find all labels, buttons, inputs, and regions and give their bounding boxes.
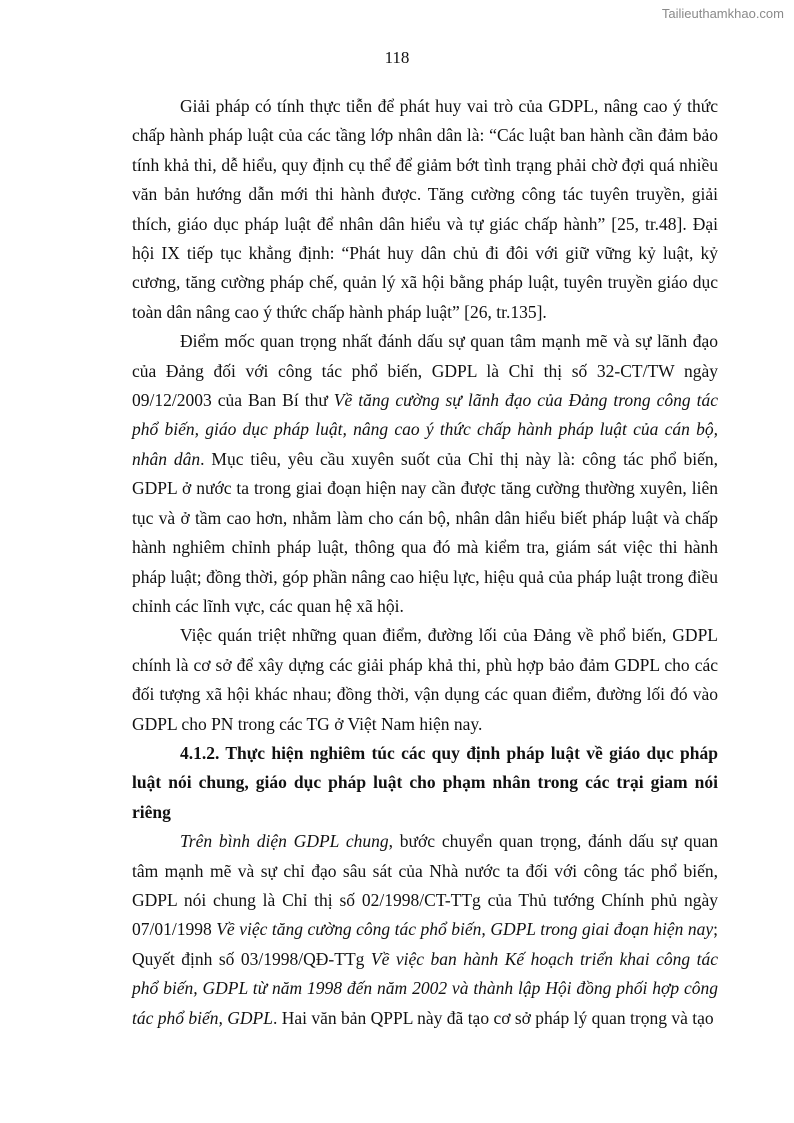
- italic-text: Về việc tăng cường công tác phổ biến, GDPL trong giai đoạn hiện nay: [216, 919, 714, 940]
- paragraph-text: . Hai văn bản QPPL này đã tạo cơ sở pháp lý quan trọng và tạo: [272, 1007, 714, 1028]
- paragraph-text: Điểm mốc quan trọng nhất đánh dấu sự quan tâm mạnh mẽ và sự lãnh đạo của Đảng đối với công tác phổ biến, GDPL là Chỉ thị số 32-CT/TW ngày 09/12/2003 của Ban Bí thư: [132, 331, 718, 411]
- paragraph-text: 4.1.2. Thực hiện nghiêm túc các quy định pháp luật về giáo dục pháp luật nói chung, giáo dục pháp luật cho phạm nhân trong các trại giam nói riêng: [132, 742, 718, 822]
- italic-text: Trên bình diện GDPL chung: [180, 831, 389, 852]
- italic-text: Về việc ban hành Kế hoạch triển khai công tác phổ biến, GDPL từ năm 1998 đến năm 2002 và thành lập Hội đồng phối hợp công tác phổ biến, GDPL: [132, 948, 719, 1028]
- section-heading: [132, 739, 718, 827]
- body-paragraph: [132, 92, 718, 327]
- paragraph-text: Giải pháp có tính thực tiễn để phát huy vai trò của GDPL, nâng cao ý thức chấp hành pháp luật của các tầng lớp nhân dân là: “Các luật ban hành cần đảm bảo tính khả thi, dễ hiểu, quy định cụ thể để giảm bớt tình trạng phải chờ đợi quá nhiều văn bản hướng dẫn mới thi hành được. Tăng cường công tác tuyên truyền, giải thích, giáo dục pháp luật để nhân dân hiểu và tự giác chấp hành” [25, tr.48]. Đại hội IX tiếp tục khẳng định: “Phát huy dân chủ đi đôi với giữ vững kỷ luật, kỷ cương, tăng cường pháp chế, quản lý xã hội bằng pháp luật, tuyên truyền giáo dục toàn dân nâng cao ý thức chấp hành pháp luật” [26, tr.135].: [132, 96, 718, 322]
- paragraph-text: . Mục tiêu, yêu cầu xuyên suốt của Chỉ thị này là: công tác phổ biến, GDPL ở nước ta trong giai đoạn hiện nay cần được tăng cường thường xuyên, liên tục và ở tầm cao hơn, nhằm làm cho cán bộ, nhân dân hiểu biết pháp luật và chấp hành nghiêm chỉnh pháp luật, thông qua đó mà kiểm tra, giám sát việc thi hành pháp luật; đồng thời, góp phần nâng cao hiệu lực, hiệu quả của pháp luật trong điều chỉnh các lĩnh vực, các quan hệ xã hội.: [132, 448, 719, 616]
- paragraph-text: Việc quán triệt những quan điểm, đường lối của Đảng về phổ biến, GDPL chính là cơ sở để xây dựng các giải pháp khả thi, phù hợp bảo đảm GDPL cho các đối tượng xã hội khác nhau; đồng thời, vận dụng các quan điểm, đường lối đó vào GDPL cho PN trong các TG ở Việt Nam hiện nay.: [132, 625, 718, 734]
- paragraph-text: , bước chuyển quan trọng, đánh dấu sự quan tâm mạnh mẽ và sự chỉ đạo sâu sát của Nhà nước ta đối với công tác phổ biến, GDPL nói chung là Chỉ thị số 02/1998/CT-TTg của Thủ tướng Chính phủ ngày 07/01/1998: [132, 831, 718, 940]
- paragraph-text: ; Quyết định số 03/1998/QĐ-TTg: [132, 919, 718, 969]
- body-paragraph: [132, 327, 718, 621]
- page-number: 118: [384, 48, 410, 67]
- body-paragraph: [132, 827, 718, 1033]
- document-body: [132, 92, 718, 1033]
- body-paragraph: [132, 621, 718, 739]
- italic-text: Về tăng cường sự lãnh đạo của Đảng trong công tác phổ biến, giáo dục pháp luật, nâng cao ý thức chấp hành pháp luật của cán bộ, nhân dân: [132, 390, 718, 469]
- watermark: Tailieuthamkhao.com: [661, 6, 784, 21]
